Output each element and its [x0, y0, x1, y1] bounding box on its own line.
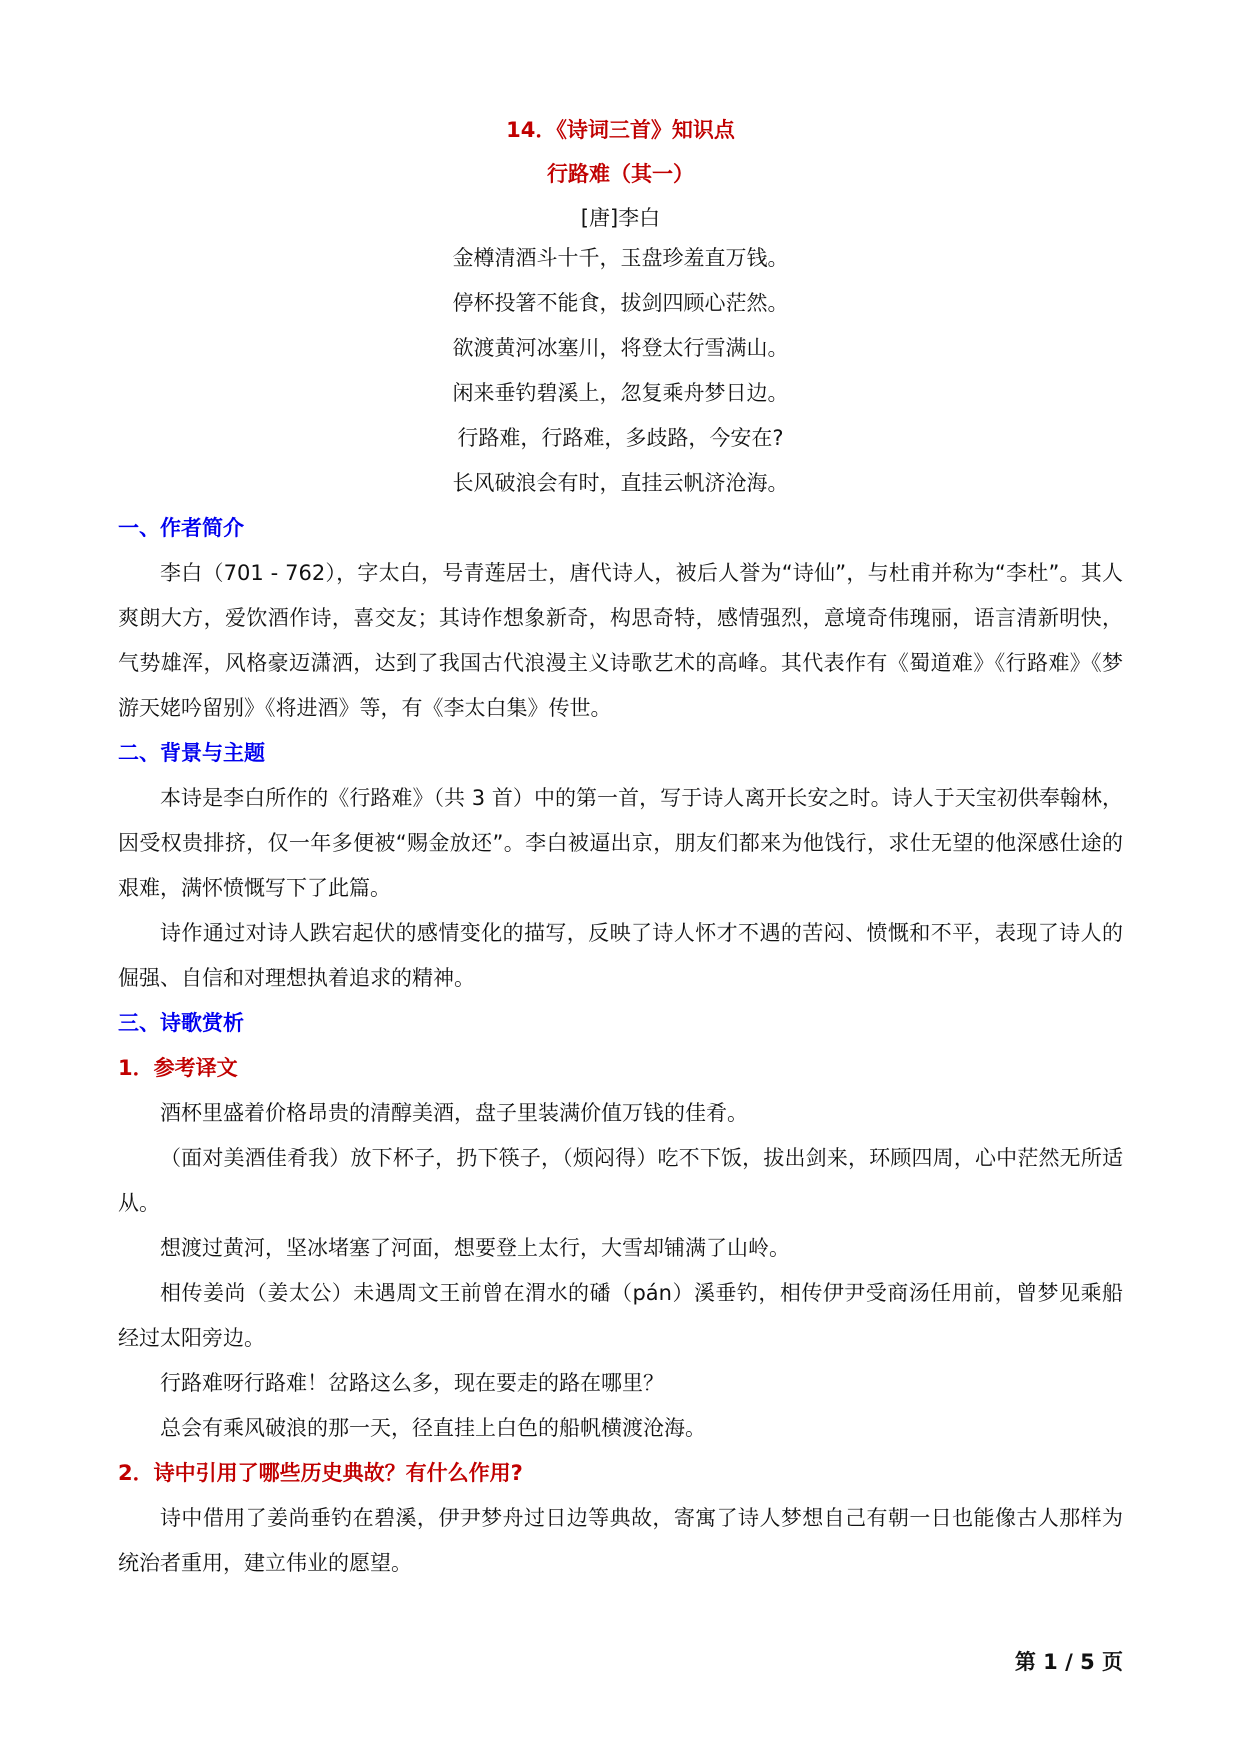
- section-heading-appreciation: 三、诗歌赏析: [118, 1011, 244, 1035]
- poem-author: [唐]李白: [580, 206, 661, 230]
- author-intro-paragraph: 李白（701 - 762），字太白，号青莲居士，唐代诗人，被后人誉为“诗仙”，与杜甫并称为“李杜”。其人爽朗大方，爱饮酒作诗，喜交友；其诗作想象新奇，构思奇特，感情强烈，意境奇伟瑰丽，语言清新明快，气势雄浑，风格豪迈潇洒，达到了我国古代浪漫主义诗歌艺术的高峰。其代表作有《蜀道难》《行路难》《梦游天姥吟留别》《将进酒》等，有《李太白集》传世。: [118, 561, 1123, 720]
- section-heading-background: 二、背景与主题: [118, 741, 265, 765]
- poem-title: 行路难（其一）: [547, 162, 694, 186]
- document-title: 14．《诗词三首》知识点: [506, 118, 735, 142]
- background-paragraph: 本诗是李白所作的《行路难》（共 3 首）中的第一首，写于诗人离开长安之时。诗人于天宝初供奉翰林，因受权贵排挤，仅一年多便被“赐金放还”。李白被逼出京，朋友们都来为他饯行，求仕无望的他深感仕途的艰难，满怀愤慨写下了此篇。: [118, 786, 1123, 900]
- translation-paragraph: 总会有乘风破浪的那一天，径直挂上白色的船帆横渡沧海。: [160, 1416, 706, 1440]
- sub-heading-translation: 1．参考译文: [118, 1056, 238, 1080]
- poem-line: 行路难，行路难，多歧路，今安在?: [457, 426, 784, 450]
- poem-lines: [118, 236, 1123, 506]
- poem-line: 长风破浪会有时，直挂云帆济沧海。: [452, 471, 789, 495]
- translation-paragraph: （面对美酒佳肴我）放下杯子，扔下筷子，（烦闷得）吃不下饭，拔出剑来，环顾四周，心中茫然无所适从。: [118, 1146, 1123, 1215]
- translation-paragraph: 行路难呀行路难！岔路这么多，现在要走的路在哪里？: [160, 1371, 664, 1395]
- poem-line: 停杯投箸不能食，拔剑四顾心茫然。: [452, 291, 789, 315]
- poem-line: 金樽清酒斗十千，玉盘珍羞直万钱。: [452, 246, 789, 270]
- document-content: [118, 118, 1123, 1586]
- section-heading-author: 一、作者简介: [118, 516, 244, 540]
- translation-paragraph: 酒杯里盛着价格昂贵的清醇美酒，盘子里装满价值万钱的佳肴。: [160, 1101, 748, 1125]
- allusions-paragraph: 诗中借用了姜尚垂钓在碧溪，伊尹梦舟过日边等典故，寄寓了诗人梦想自己有朝一日也能像古人那样为统治者重用，建立伟业的愿望。: [118, 1506, 1123, 1575]
- theme-paragraph: 诗作通过对诗人跌宕起伏的感情变化的描写，反映了诗人怀才不遇的苦闷、愤慨和不平，表现了诗人的倔强、自信和对理想执着追求的精神。: [118, 921, 1123, 990]
- poem-line: 闲来垂钓碧溪上，忽复乘舟梦日边。: [452, 381, 789, 405]
- sub-heading-allusions: 2．诗中引用了哪些历史典故？有什么作用?: [118, 1461, 523, 1485]
- translation-paragraph: 相传姜尚（姜太公）未遇周文王前曾在渭水的磻（pán）溪垂钓，相传伊尹受商汤任用前，曾梦见乘船经过太阳旁边。: [118, 1281, 1123, 1350]
- translation-paragraph: 想渡过黄河，坚冰堵塞了河面，想要登上太行，大雪却铺满了山岭。: [160, 1236, 790, 1260]
- poem-line: 欲渡黄河冰塞川，将登太行雪满山。: [452, 336, 789, 360]
- page-number: 第 1 / 5 页: [1014, 1650, 1123, 1674]
